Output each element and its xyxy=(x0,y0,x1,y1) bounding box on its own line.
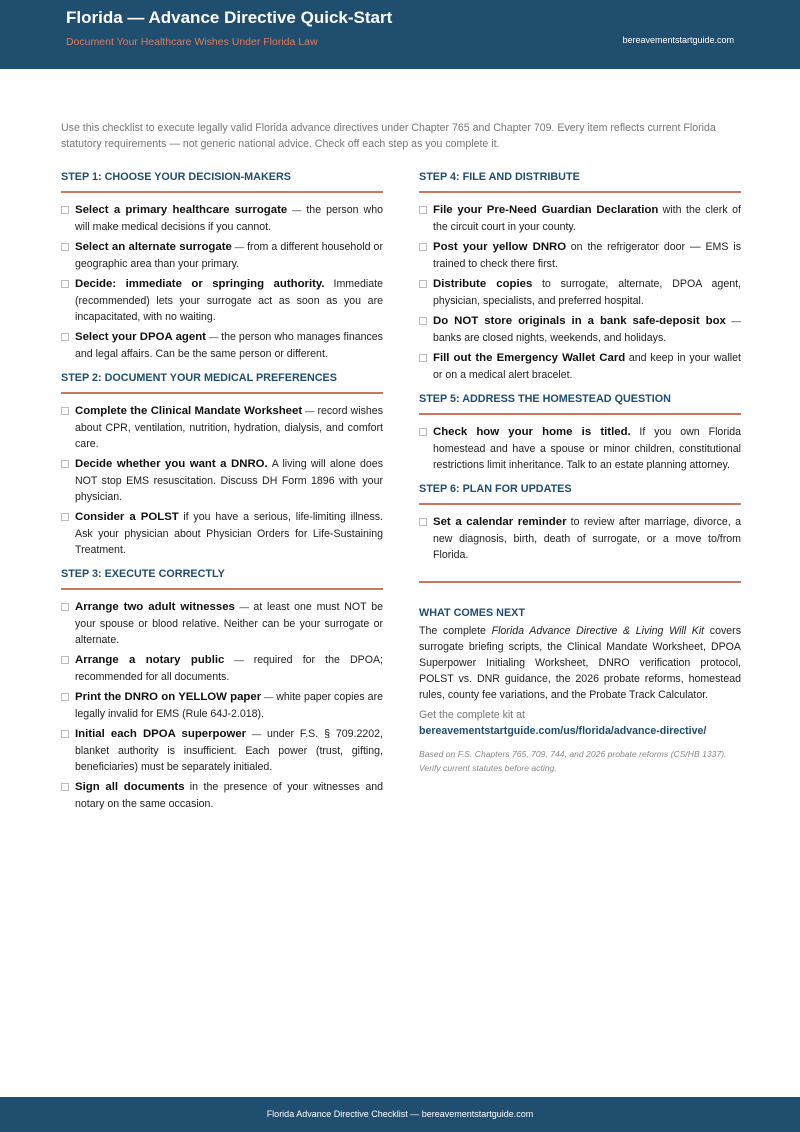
item-action: Post your yellow DNRO xyxy=(433,241,567,253)
item-action: Distribute copies xyxy=(433,278,533,290)
checklist-item xyxy=(61,276,383,325)
intro-text: Use this checklist to execute legally valid Florida advance directives under Chapter 765 and Chapter 709. Every item reflects current Florida statutory requirements — not generic national advice. Check off each step as you complete it. xyxy=(61,122,716,150)
checkbox[interactable] xyxy=(61,206,69,214)
checkbox[interactable] xyxy=(419,243,427,251)
left-column xyxy=(61,171,383,822)
item-separator: — xyxy=(725,316,741,327)
what-comes-next-title: WHAT COMES NEXT xyxy=(419,607,525,619)
item-action: Decide: immediate or springing authority. xyxy=(75,278,325,290)
checkbox[interactable] xyxy=(61,407,69,415)
step-divider xyxy=(419,503,741,505)
page-subtitle: Document Your Healthcare Wishes Under Florida Law xyxy=(66,36,318,48)
item-separator: — xyxy=(205,332,222,343)
item-description: required for the DPOA; recommended for all documents. xyxy=(75,654,383,683)
checkbox[interactable] xyxy=(61,513,69,521)
item-description: Immediate (recommended) lets your surrogate act as soon as you are incapacitated, with no waiting. xyxy=(75,278,383,323)
step-title: STEP 3: EXECUTE CORRECTLY xyxy=(61,568,225,580)
checkbox[interactable] xyxy=(61,460,69,468)
item-separator: — xyxy=(302,406,318,417)
checklist-item xyxy=(419,350,741,383)
checkbox[interactable] xyxy=(61,656,69,664)
step-section xyxy=(61,171,383,362)
step-title: STEP 5: ADDRESS THE HOMESTEAD QUESTION xyxy=(419,393,671,405)
checklist-item xyxy=(61,689,383,722)
item-description: from a different household or geographic area than your primary. xyxy=(75,241,383,270)
kit-link[interactable]: bereavementstartguide.com/us/florida/advance-directive/ xyxy=(419,725,707,737)
item-description: to review after marriage, divorce, a new diagnosis, birth, death of surrogate, or a move to/from Florida. xyxy=(433,516,741,561)
step-title: STEP 2: DOCUMENT YOUR MEDICAL PREFERENCES xyxy=(61,372,337,384)
source-note: Based on F.S. Chapters 765, 709, 744, and 2026 probate reforms (CS/HB 1337). Verify current statutes before acting. xyxy=(419,749,727,773)
item-description: If you own Florida homestead and have a spouse or minor children, constitutional restrictions limit inheritance. Talk to an estate planning attorney. xyxy=(433,426,741,471)
item-description: to surrogate, alternate, DPOA agent, physician, specialists, and preferred hospital. xyxy=(433,278,741,307)
checkbox[interactable] xyxy=(61,280,69,288)
section-divider xyxy=(419,581,741,583)
item-description: record wishes about CPR, ventilation, nutrition, hydration, dialysis, and comfort care. xyxy=(75,405,383,450)
checkbox[interactable] xyxy=(61,730,69,738)
checklist-item xyxy=(61,652,383,685)
item-description: the person who manages finances and legal affairs. Can be the same person or different. xyxy=(75,331,383,360)
item-action: Select an alternate surrogate xyxy=(75,241,232,253)
checkbox[interactable] xyxy=(419,206,427,214)
checklist-item xyxy=(61,726,383,775)
item-separator: — xyxy=(234,602,254,613)
item-description: the person who will make medical decisions if you cannot. xyxy=(75,204,383,233)
step-section xyxy=(61,568,383,812)
checkbox[interactable] xyxy=(61,783,69,791)
body-text: The complete xyxy=(419,625,492,637)
step-section xyxy=(419,171,741,383)
step-title: STEP 6: PLAN FOR UPDATES xyxy=(419,483,572,495)
item-separator: — xyxy=(261,692,277,703)
item-action: Check how your home is titled. xyxy=(433,426,631,438)
checklist-item xyxy=(419,202,741,235)
checkbox[interactable] xyxy=(61,333,69,341)
checkbox[interactable] xyxy=(419,317,427,325)
checklist-item xyxy=(61,509,383,558)
step-divider xyxy=(61,588,383,590)
item-description: at least one must NOT be your spouse or blood relative. Neither can be your surrogate or alternate. xyxy=(75,601,383,646)
item-description: A living will alone does NOT stop EMS resuscitation. Discuss DH Form 1896 with your physician. xyxy=(75,458,383,503)
item-action: Fill out the Emergency Wallet Card xyxy=(433,352,626,364)
what-comes-next-body xyxy=(419,623,741,703)
item-action: Initial each DPOA superpower xyxy=(75,728,247,740)
item-description: in the presence of your witnesses and notary on the same occasion. xyxy=(75,781,384,810)
checklist-item xyxy=(419,276,741,309)
step-divider xyxy=(61,191,383,193)
checkbox[interactable] xyxy=(61,603,69,611)
item-action: Set a calendar reminder xyxy=(433,516,567,528)
checklist-item xyxy=(419,424,741,473)
item-description: banks are closed nights, weekends, and holidays. xyxy=(433,332,667,344)
checkbox[interactable] xyxy=(61,243,69,251)
what-comes-next-section xyxy=(419,581,741,775)
step-divider xyxy=(419,413,741,415)
item-description: if you have a serious, life-limiting illness. Ask your physician about Physician Orders for Life-Sustaining Treatment. xyxy=(75,511,383,556)
checklist-item xyxy=(61,456,383,505)
item-separator xyxy=(532,279,542,290)
checklist-item xyxy=(419,239,741,272)
item-separator: — xyxy=(246,729,267,740)
body-text: covers surrogate briefing scripts, the Clinical Mandate Worksheet, DPOA Superpower Initialing Worksheet, DNRO verification protocol, POLST vs. DNR guidance, the 2026 probate reforms, homestead rules, county fee variations, and the Probate Track Calculator. xyxy=(419,625,741,701)
checkbox[interactable] xyxy=(419,518,427,526)
item-description: under F.S. § 709.2202, blanket authority is insufficient. Each power (trust, gifting, beneficiaries) must be separately initialed. xyxy=(75,728,383,773)
step-divider xyxy=(419,191,741,193)
checklist-item xyxy=(61,403,383,452)
page-title: Florida — Advance Directive Quick-Start xyxy=(66,8,393,27)
step-divider xyxy=(61,392,383,394)
item-action: Select your DPOA agent xyxy=(75,331,206,343)
item-action: Select a primary healthcare surrogate xyxy=(75,204,288,216)
right-column xyxy=(419,171,741,775)
checkbox[interactable] xyxy=(61,693,69,701)
item-action: Complete the Clinical Mandate Worksheet xyxy=(75,405,303,417)
item-description: on the refrigerator door — EMS is trained to check there first. xyxy=(433,241,741,270)
page-footer: Florida Advance Directive Checklist — bereavementstartguide.com xyxy=(0,1097,800,1132)
checklist-item xyxy=(61,239,383,272)
checklist-item xyxy=(61,329,383,362)
item-description: and keep in your wallet or on a medical alert bracelet. xyxy=(433,352,741,381)
item-separator: — xyxy=(287,205,307,216)
item-action: Consider a POLST xyxy=(75,511,179,523)
checkbox[interactable] xyxy=(419,428,427,436)
item-separator: — xyxy=(224,655,254,666)
item-action: Decide whether you want a DNRO. xyxy=(75,458,268,470)
checklist-item xyxy=(61,599,383,648)
checkbox[interactable] xyxy=(419,354,427,362)
checklist-item xyxy=(419,514,741,563)
checkbox[interactable] xyxy=(419,280,427,288)
item-description: with the clerk of the circuit court in your county. xyxy=(433,204,742,233)
step-title: STEP 4: FILE AND DISTRIBUTE xyxy=(419,171,580,183)
item-separator: — xyxy=(231,242,248,253)
item-action: Print the DNRO on YELLOW paper xyxy=(75,691,262,703)
kit-name: Florida Advance Directive & Living Will Kit xyxy=(491,625,705,637)
checklist-item xyxy=(419,313,741,346)
step-section xyxy=(61,372,383,558)
item-description: white paper copies are legally invalid for EMS (Rule 64J-2.018). xyxy=(75,691,383,720)
site-name: bereavementstartguide.com xyxy=(622,35,734,45)
step-section xyxy=(419,483,741,563)
item-action: Sign all documents xyxy=(75,781,185,793)
item-action: Arrange a notary public xyxy=(75,654,225,666)
item-action: File your Pre-Need Guardian Declaration xyxy=(433,204,659,216)
checklist-item xyxy=(61,202,383,235)
page-header xyxy=(0,0,800,69)
item-action: Do NOT store originals in a bank safe-deposit box xyxy=(433,315,726,327)
kit-link-label: Get the complete kit at xyxy=(419,709,525,721)
step-section xyxy=(419,393,741,473)
item-action: Arrange two adult witnesses xyxy=(75,601,235,613)
step-title: STEP 1: CHOOSE YOUR DECISION-MAKERS xyxy=(61,171,291,183)
item-separator xyxy=(325,279,334,290)
checklist-item xyxy=(61,779,383,812)
